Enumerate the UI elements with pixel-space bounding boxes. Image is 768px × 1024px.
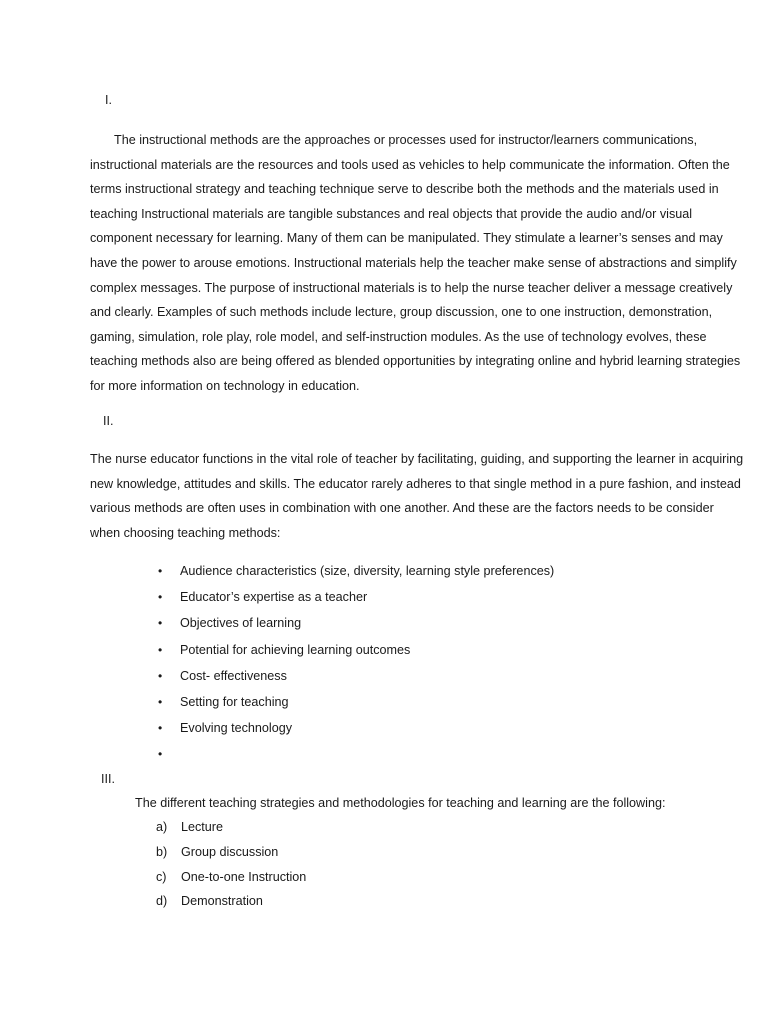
factors-bullet-list [158,558,554,768]
paragraph-line: various methods are often uses in combination with one another. And these are the factors needs to be consider [90,501,714,516]
paragraph-line: have the power to arouse emotions. Instructional materials help the teacher make sense of abstractions and simplify [90,255,737,270]
list-marker: a) [156,820,168,834]
paragraph-line: teaching methods also are being offered as blended opportunities by integrating online and hybrid learning strategies [90,354,741,369]
bullet-icon: • [158,564,163,578]
paragraph-line: instructional materials are the resources and tools used as vehicles to help communicate the information. Often the [90,157,730,172]
list-item [156,865,306,890]
paragraph-line: new knowledge, attitudes and skills. The educator rarely adheres to that single method in a pure fashion, and instead [90,476,741,491]
paragraph-line: terms instructional strategy and teaching technique serve to describe both the methods and the materials used in [90,182,719,197]
paragraph-line: for more information on technology in education. [90,378,360,393]
paragraph-line: The nurse educator functions in the vital role of teacher by facilitating, guiding, and supporting the learner in acquiring [90,452,744,466]
list-item-text: Setting for teaching [180,694,289,709]
section-3-intro: The different teaching strategies and methodologies for teaching and learning are the following: [135,796,666,810]
list-item-text: Audience characteristics (size, diversity, learning style preferences) [180,564,555,578]
list-item-text: Cost- effectiveness [180,668,287,683]
section-1-numeral: I. [105,93,112,107]
bullet-icon: • [158,721,163,736]
list-item [158,584,554,610]
list-item [158,741,554,767]
bullet-icon: • [158,694,163,709]
list-item-text: Group discussion [181,844,279,859]
list-item-text: One-to-one Instruction [181,869,307,884]
paragraph-line: complex messages. The purpose of instructional materials is to help the nurse teacher deliver a message creatively [90,280,733,295]
list-item [156,840,306,865]
list-marker: d) [156,894,168,909]
bullet-icon: • [158,668,163,683]
bullet-icon: • [158,642,163,657]
paragraph-line: The instructional methods are the approaches or processes used for instructor/learners communications, [114,133,698,147]
list-item-text: Educator’s expertise as a teacher [180,590,368,605]
list-item [158,637,554,663]
list-item [158,663,554,689]
list-item-text: Objectives of learning [180,616,302,631]
section-2-paragraph [90,447,744,545]
list-item [158,610,554,636]
section-1-paragraph [90,128,741,399]
list-item [156,889,306,914]
list-item-text: Potential for achieving learning outcomes [180,642,411,657]
bullet-icon: • [158,616,163,631]
list-item-text: Demonstration [181,894,263,909]
paragraph-line: teaching Instructional materials are tangible substances and real objects that provide the audio and/or visual [90,206,693,221]
list-marker: b) [156,844,168,859]
list-item [158,689,554,715]
paragraph-line: when choosing teaching methods: [90,525,281,540]
bullet-icon: • [158,747,163,762]
paragraph-line: and clearly. Examples of such methods include lecture, group discussion, one to one instruction, demonstration, [90,305,713,320]
list-item-text: Lecture [181,820,224,834]
strategies-list [156,815,306,914]
paragraph-line: gaming, simulation, role play, role model, and self-instruction modules. As the use of technology evolves, these [90,329,707,344]
list-marker: c) [156,869,167,884]
list-item [156,815,306,840]
section-2-numeral: II. [103,414,114,428]
list-item [158,715,554,741]
list-item-text: Evolving technology [180,721,293,736]
section-3-numeral: III. [101,772,115,786]
paragraph-line: component necessary for learning. Many of them can be manipulated. They stimulate a learner’s senses and may [90,231,723,246]
list-item [158,558,554,584]
bullet-icon: • [158,590,163,605]
